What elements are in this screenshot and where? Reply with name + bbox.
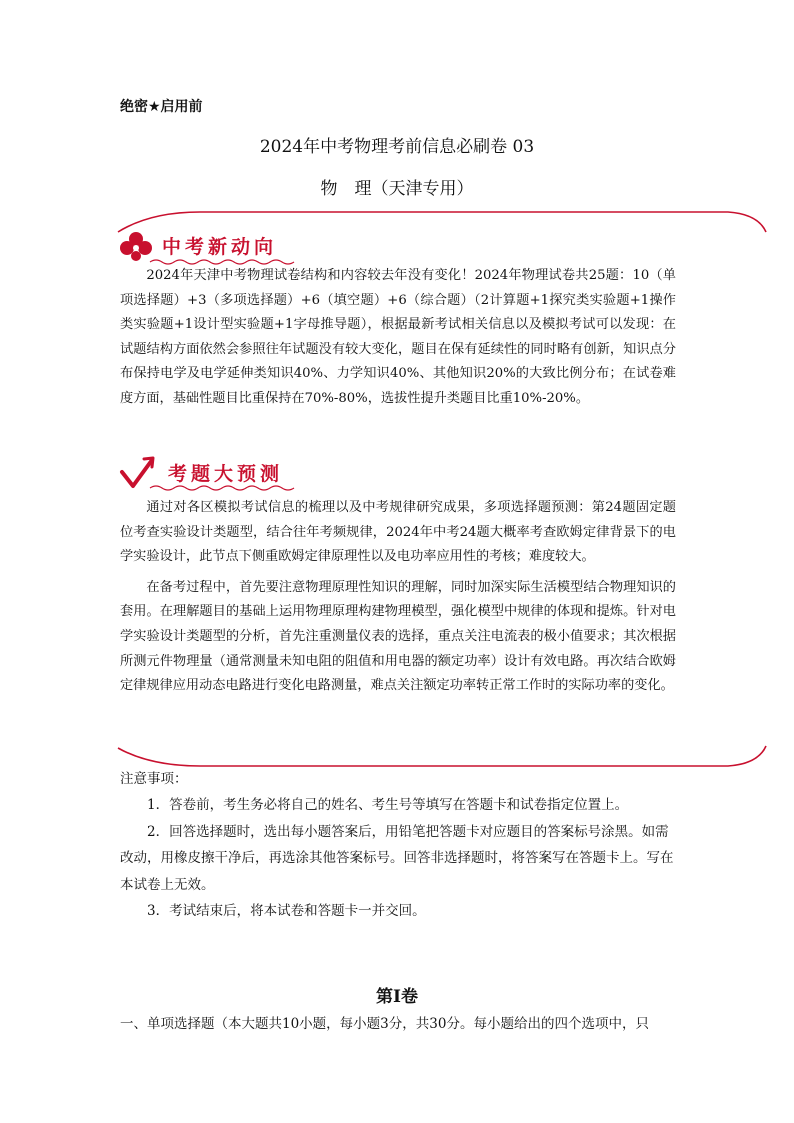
confidential-mark: 绝密★启用前 <box>120 99 203 115</box>
note-item: 3．考试结束后，将本试卷和答题卡一并交回。 <box>147 903 426 919</box>
question-section-intro: 一、单项选择题（本大题共10小题，每小题3分，共30分。每小题给出的四个选项中，只 <box>120 1016 649 1032</box>
paper-subtitle: 物 理（天津专用） <box>320 179 474 199</box>
trends-paragraph: 2024年天津中考物理试卷结构和内容较去年没有变化！2024年物理试卷共25题：10（单项选择题）+3（多项选择题）+6（填空题）+6（综合题）（2计算题+1探究类实验题+1操作类实验题+1设计型实验题+1字母推导题），根据最新考试相关信息以及模拟考试可以发现：在试题结构方面依然会参照往年试题没有较大变化，题目在保有延续性的同时略有创新，知识点分布保持电学及电学延伸类知识40%、力学知识40%、其他知识20%的大致比例分布；在试卷难度方面，基础性题目比重保持在70%-80%，选拔性提升类题目比重10%-20%。 <box>120 268 676 406</box>
volume-heading: 第Ⅰ卷 <box>376 987 418 1007</box>
check-arrow-icon <box>118 452 158 492</box>
notes-list <box>120 792 680 925</box>
section-prediction-body <box>120 496 676 699</box>
section-heading-trends: 中考新动向 <box>162 236 278 258</box>
note-item: 1．答卷前，考生务必将自己的姓名、考生号等填写在答题卡和试卷指定位置上。 <box>147 797 629 813</box>
paper-title: 2024年中考物理考前信息必刷卷 03 <box>259 137 535 157</box>
prediction-paragraph-1: 通过对各区模拟考试信息的梳理以及中考规律研究成果，多项选择题预测：第24题固定题位考查实验设计类题型，结合往年考频规律，2024年中考24题大概率考查欧姆定律背景下的电学实验设计，此节点下侧重欧姆定律原理性以及电功率应用性的考核；难度较大。 <box>120 500 676 565</box>
section-trends-body <box>120 264 676 412</box>
prediction-paragraph-2: 在备考过程中，首先要注意物理原理性知识的理解，同时加深实际生活模型结合物理知识的套用。在理解题目的基础上运用物理原理构建物理模型，强化模型中规律的体现和提炼。针对电学实验设计类题型的分析，首先注重测量仪表的选择，重点关注电流表的极小值要求；其次根据所测元件物理量（通常测量未知电阻的阻值和用电器的额定功率）设计有效电路。再次结合欧姆定律规律应用动态电路进行变化电路测量，难点关注额定功率转正常工作时的实际功率的变化。 <box>120 579 676 694</box>
clover-icon <box>118 230 154 266</box>
note-item: 2．回答选择题时，选出每小题答案后，用铅笔把答题卡对应题目的答案标号涂黑。如需改动，用橡皮擦干净后，再选涂其他答案标号。回答非选择题时，将答案写在答题卡上。写在本试卷上无效。 <box>120 823 674 893</box>
section-heading-prediction: 考题大预测 <box>168 463 284 485</box>
notes-title: 注意事项： <box>120 771 188 787</box>
